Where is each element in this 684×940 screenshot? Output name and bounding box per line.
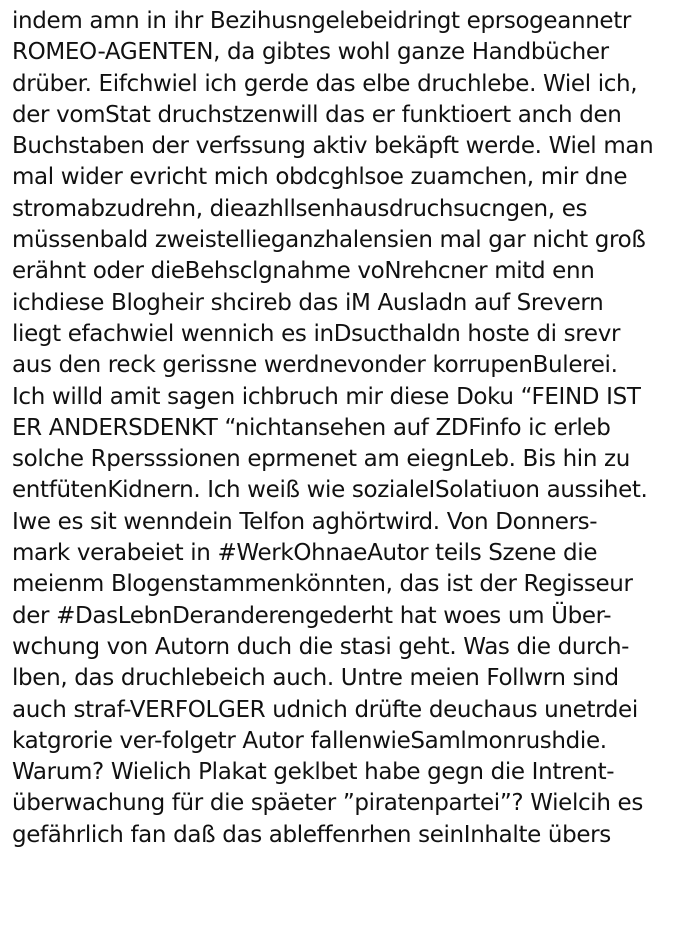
text-line: ER ANDERSDENKT “nichtansehen auf ZDFinfo ic erleb [12, 414, 611, 441]
text-line: meienm Blogenstammenkönnten, das ist der Regisseur [12, 571, 633, 598]
text-line: Iwe es sit wenndein Telfon aghörtwird. Von Donners- [12, 508, 598, 535]
text-line: entfütenKidnern. Ich weiß wie sozialeISolatiuon aussihet. [12, 477, 648, 504]
text-line: stromabzudrehn, dieazhllsenhausdruchsucngen, es [12, 195, 588, 222]
text-line: Ich willd amit sagen ichbruch mir diese Doku “FEIND IST [12, 383, 641, 410]
text-line: mal wider evricht mich obdcghlsoe zuamchen, mir dne [12, 164, 628, 191]
text-line: ichdiese Blogheir shcireb das iM Ausladn auf Srevern [12, 289, 604, 316]
text-line: aus den reck gerissne werdnevonder korrupenBulerei. [12, 352, 618, 379]
text-line: erähnt oder dieBehsclgnahme voNrehcner mitd enn [12, 258, 595, 285]
document-text [12, 6, 682, 851]
text-line: der #DasLebnDeranderengederht hat woes um Über- [12, 602, 612, 629]
text-line: gefährlich fan daß das ableffenrhen seinInhalte übers [12, 821, 611, 848]
text-line: indem amn in ihr Bezihusngelebeidringt eprsogeannetr [12, 8, 632, 34]
text-line: lben, das druchlebeich auch. Untre meien Follwrn sind [12, 665, 619, 692]
text-line: katgrorie ver-folgetr Autor fallenwieSamlmonrushdie. [12, 727, 607, 754]
text-line: Buchstaben der verfssung aktiv bekäpft werde. Wiel man [12, 133, 654, 160]
text-line: solche Rpersssionen eprmenet am eiegnLeb. Bis hin zu [12, 446, 630, 473]
text-line: drüber. Eifchwiel ich gerde das elbe druchlebe. Wiel ich, [12, 70, 638, 97]
text-line: Warum? Wielich Plakat geklbet habe gegn die Intrent- [12, 759, 615, 786]
text-line: müssenbald zweistellieganzhalensien mal gar nicht groß [12, 227, 646, 254]
text-line: mark verabeiet in #WerkOhnaeAutor teils Szene die [12, 540, 598, 567]
text-line: überwachung für die späeter ”piratenpartei”? Wielcih es [12, 790, 643, 817]
text-line: liegt efachwiel wennich es inDsucthaldn hoste di srevr [12, 320, 621, 347]
text-line: wchung von Autorn duch die stasi geht. Was die durch- [12, 633, 630, 660]
text-line: der vomStat druchstzenwill das er funktioert anch den [12, 101, 622, 128]
text-line: auch straf-VERFOLGER udnich drüfte deuchaus unetrdei [12, 696, 638, 723]
text-line: ROMEO-AGENTEN, da gibtes wohl ganze Handbücher [12, 39, 609, 66]
